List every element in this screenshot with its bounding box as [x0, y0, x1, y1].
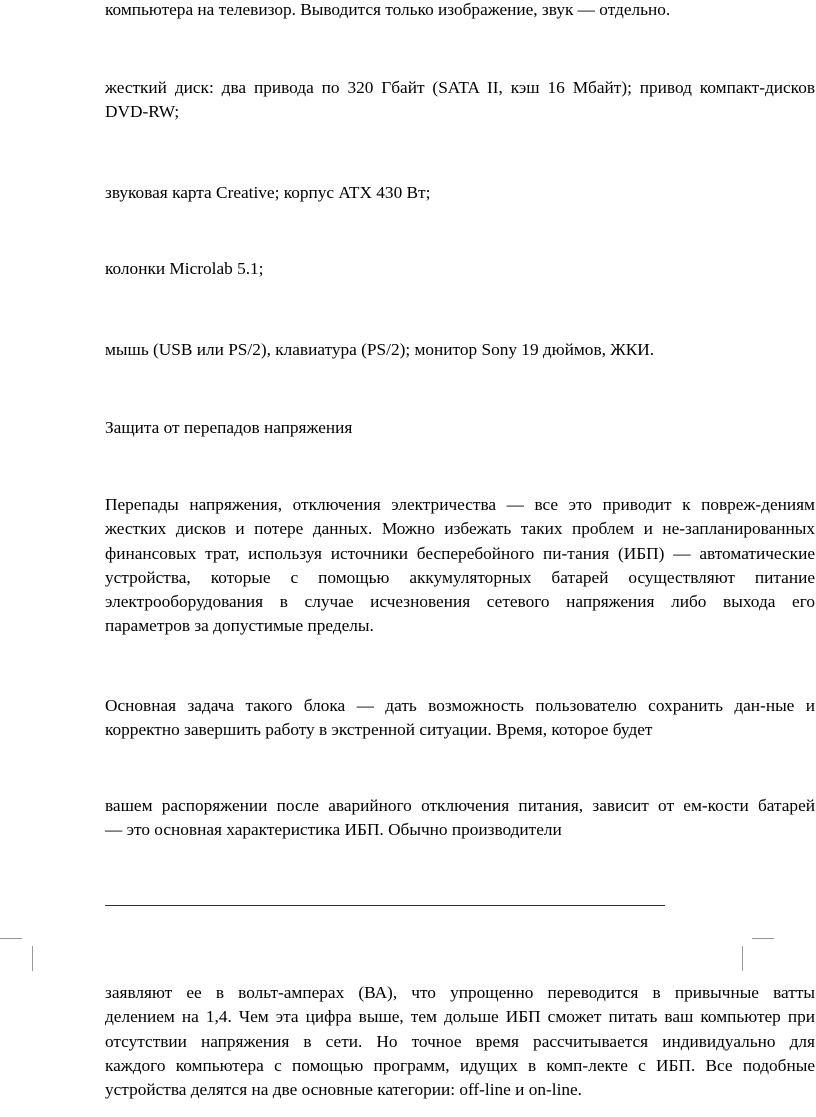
- section-heading: [105, 416, 815, 440]
- text-line: вашем распоряжении после аварийного отключения питания, зависит от ем-кости батарей: [105, 796, 815, 815]
- text-line: отсутствии напряжения в сети. Но точное время рассчитывается индивидуально для: [105, 1031, 815, 1051]
- text-line: звуковая карта Creative; корпус ATX 430 Вт;: [105, 183, 431, 202]
- text-line: электрооборудования в случае исчезновения сетевого напряжения либо выхода его: [105, 592, 815, 612]
- text-line: компьютера на телевизор. Выводится только изображение, звук — отдельно.: [105, 0, 671, 19]
- text-line: параметров за допустимые пределы.: [105, 616, 374, 636]
- text-line: устройства, которые с помощью аккумуляторных батарей осуществляют питание: [105, 567, 815, 587]
- text-line: Перепады напряжения, отключения электричества — все это приводит к повреж-дениям: [105, 495, 815, 514]
- paragraph-mouse-keyboard: [105, 338, 815, 362]
- text-line: жестких дисков и потере данных. Можно избежать таких проблем и не-запланированных: [105, 519, 815, 539]
- paragraph-voltage-drops: [105, 493, 815, 639]
- text-line: финансовых трат, используя источники бесперебойного пи-тания (ИБП) — автоматические: [105, 543, 815, 563]
- text-line: колонки Microlab 5.1;: [105, 259, 264, 278]
- paragraph-main-task: [105, 694, 815, 743]
- paragraph-tv-output: [105, 0, 815, 22]
- text-line: устройства делятся на две основные категории: off-line и on-line.: [105, 1080, 583, 1100]
- paragraph-volt-amperes: [105, 981, 815, 1102]
- page-corner-mark: [742, 946, 743, 971]
- text-line: жесткий диск: два привода по 320 Гбайт (SATA II, кэш 16 Мбайт); привод компакт-дисков: [105, 78, 815, 97]
- paragraph-sound-card: [105, 181, 815, 205]
- paragraph-battery-capacity: [105, 794, 815, 843]
- page-corner-mark: [32, 946, 33, 971]
- text-line: каждого компьютера с помощью программ, идущих в комп-лекте с ИБП. Все подобные: [105, 1055, 815, 1075]
- text-line: DVD-RW;: [105, 102, 180, 122]
- text-line: — это основная характеристика ИБП. Обычно производители: [105, 820, 562, 840]
- page-corner-mark: [752, 938, 774, 939]
- text-line: Защита от перепадов напряжения: [105, 418, 353, 437]
- text-line: делением на 1,4. Чем эта цифра выше, тем дольше ИБП сможет питать ваш компьютер при: [105, 1007, 815, 1027]
- paragraph-hard-disk: [105, 76, 815, 125]
- text-line: заявляют ее в вольт-амперах (ВА), что упрощенно переводится в привычные ватты: [105, 983, 815, 1002]
- text-line: мышь (USB или PS/2), клавиатура (PS/2); монитор Sony 19 дюймов, ЖКИ.: [105, 340, 655, 359]
- text-line: Основная задача такого блока — дать возможность пользователю сохранить дан-ные и: [105, 696, 815, 715]
- text-line: корректно завершить работу в экстренной ситуации. Время, которое будет: [105, 720, 653, 740]
- page-corner-mark: [0, 938, 22, 939]
- paragraph-speakers: [105, 257, 815, 281]
- footnote-separator-line: [105, 905, 665, 906]
